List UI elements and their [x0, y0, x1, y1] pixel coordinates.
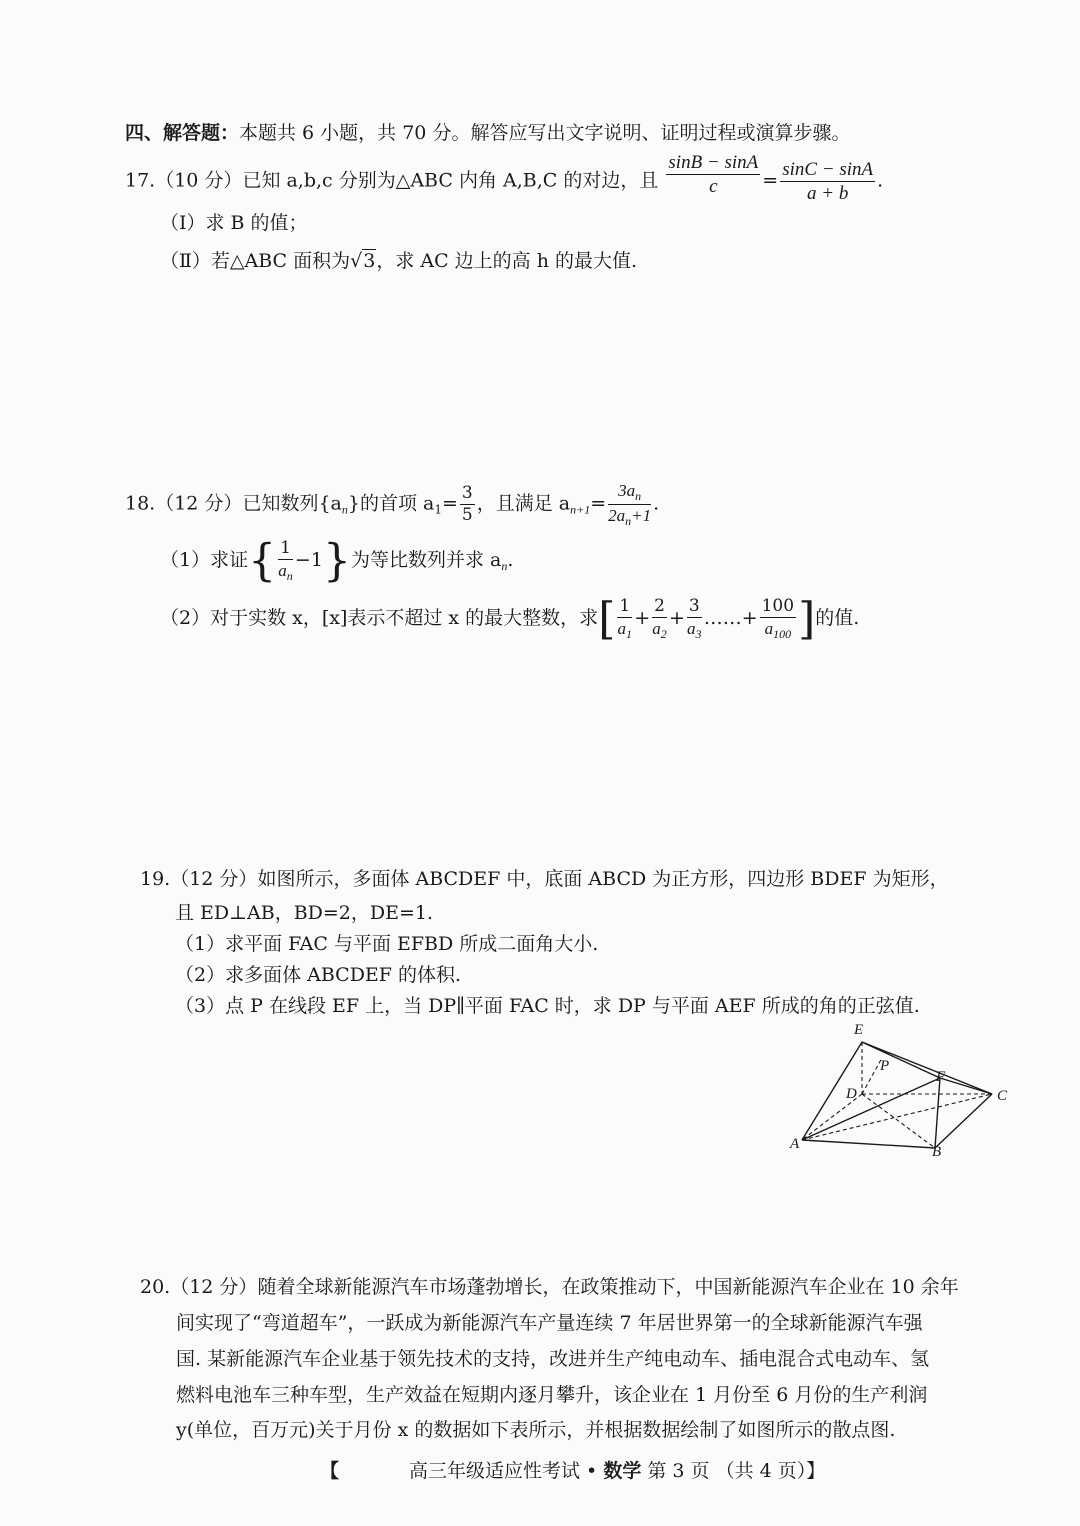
- q19-part2: （2）求多面体 ABCDEF 的体积.: [175, 964, 462, 986]
- footer-bracket: 【: [320, 1460, 340, 1482]
- edge-AF: [802, 1078, 940, 1140]
- label-C: C: [997, 1088, 1008, 1104]
- label-F: F: [936, 1069, 946, 1085]
- q17-part2: （Ⅱ）若△ABC 面积为√3，求 AC 边上的高 h 的最大值.: [160, 250, 638, 272]
- edge-AB: [802, 1140, 935, 1148]
- q18-term-2: $\frac{2}{a_2}$: [652, 596, 667, 641]
- q19-line2: 且 ED⊥AB，BD=2，DE=1.: [175, 902, 434, 924]
- q17-stem: 17.（10 分）已知 a,b,c 分别为△ABC 内角 A,B,C 的对边，且 $\frac{\sin B - \sin A}{c}$ = $\frac{\sin C - \sin A}{a + b}$ .: [125, 152, 884, 204]
- label-A: A: [790, 1136, 800, 1152]
- q18-stem: 18.（12 分）已知数列$\{a_n\}$的首项 $a_1=$ $\frac{3}{5}$ ，且满足 $a_{n+1}=$ $\frac{3a_n}{2a_n+1}$ .: [125, 481, 660, 528]
- edge-AC: [802, 1094, 992, 1140]
- sqrt-symbol: √3: [350, 250, 376, 272]
- label-E: E: [854, 1022, 864, 1038]
- q18-a1-frac: $\frac{3}{5}$: [461, 483, 473, 525]
- q20-number: 20.: [140, 1276, 171, 1298]
- footer-subject: 数学: [603, 1460, 642, 1482]
- section-instruction: 本题共 6 小题，共 70 分。解答应写出文字说明、证明过程或演算步骤。: [239, 122, 851, 144]
- q20-line4: 燃料电池车三种车型，生产效益在短期内逐月攀升，该企业在 1 月份至 6 月份的生产利润: [176, 1384, 928, 1406]
- q17-stem-text: 已知 a,b,c 分别为△ABC 内角 A,B,C 的对边，且: [242, 169, 659, 192]
- q19-number: 19.: [140, 868, 171, 890]
- q18-recurrence-frac: $\frac{3a_n}{2a_n+1}$: [608, 481, 652, 528]
- edge-FB: [935, 1078, 940, 1148]
- q19-part3: （3）点 P 在线段 EF 上，当 DP∥平面 FAC 时，求 DP 与平面 AEF 所成的角的正弦值.: [175, 995, 920, 1017]
- q18-term-1: $\frac{1}{a_1}$: [617, 596, 633, 641]
- edge-FC: [940, 1078, 992, 1094]
- q17-frac-right: $\frac{\sin C - \sin A}{a + b}$: [782, 159, 874, 204]
- q20-line3: 国. 某新能源汽车企业基于领先技术的支持，改进并生产纯电动车、插电混合式电动车、氢: [176, 1348, 930, 1370]
- section-heading-line: [125, 124, 850, 143]
- q18-term-100: $\frac{100}{a_{100}}$: [761, 596, 795, 641]
- q17-frac-left: $\frac{\sin B - \sin A}{c}$: [668, 152, 759, 197]
- edge-BC: [935, 1094, 992, 1148]
- section-heading: 四、解答题：: [125, 122, 240, 144]
- label-B: B: [932, 1144, 942, 1160]
- q20-points: （12 分）: [170, 1276, 258, 1298]
- q19-line1: 19.（12 分）如图所示，多面体 ABCDEF 中，底面 ABCD 为正方形，四边形 BDEF 为矩形，: [140, 868, 949, 890]
- q18-term-3: $\frac{3}{a_3}$: [687, 596, 702, 641]
- q18-points: （12 分）: [155, 492, 243, 515]
- q17-part1: （Ⅰ）求 B 的值；: [160, 212, 308, 234]
- q18-part1: （1）求证{ $\frac{1}{a_n}$ −1}为等比数列并求 $a_n$.: [160, 535, 514, 587]
- q20-line1: 20.（12 分）随着全球新能源汽车市场蓬勃增长，在政策推动下，中国新能源汽车企业在 10 余年: [140, 1276, 959, 1298]
- page-footer: [320, 1462, 825, 1481]
- edge-DB: [862, 1094, 935, 1148]
- q18-part2: （2）对于实数 x，[x]表示不超过 x 的最大整数，求[ $\frac{1}{a_1}$ + $\frac{2}{a_2}$ + $\frac{3}{a_3}$ ……+ $\frac{100}{a_{100}}$ ]的值.: [160, 593, 860, 645]
- q17-number: 17.: [125, 169, 156, 192]
- q18-number: 18.: [125, 492, 156, 515]
- q20-line2: 间实现了“弯道超车”，一跃成为新能源汽车产量连续 7 年居世界第一的全球新能源汽车强: [176, 1312, 923, 1334]
- q17-points: （10 分）: [155, 169, 243, 192]
- label-D: D: [846, 1086, 857, 1102]
- q19-points: （12 分）: [170, 868, 258, 890]
- q19-part1: （1）求平面 FAC 与平面 EFBD 所成二面角大小.: [175, 933, 599, 955]
- polyhedron-figure: [780, 1018, 1020, 1163]
- q18-part1-frac: $\frac{1}{a_n}$: [278, 538, 293, 583]
- footer-title: 高三年级适应性考试 •: [409, 1460, 604, 1482]
- footer-page: 第 3 页 （共 4 页）】: [641, 1460, 826, 1482]
- q20-line5: y(单位，百万元)关于月份 x 的数据如下表所示，并根据数据绘制了如图所示的散点图.: [176, 1419, 896, 1441]
- label-P: P: [880, 1058, 890, 1074]
- segment-DP: [862, 1058, 882, 1094]
